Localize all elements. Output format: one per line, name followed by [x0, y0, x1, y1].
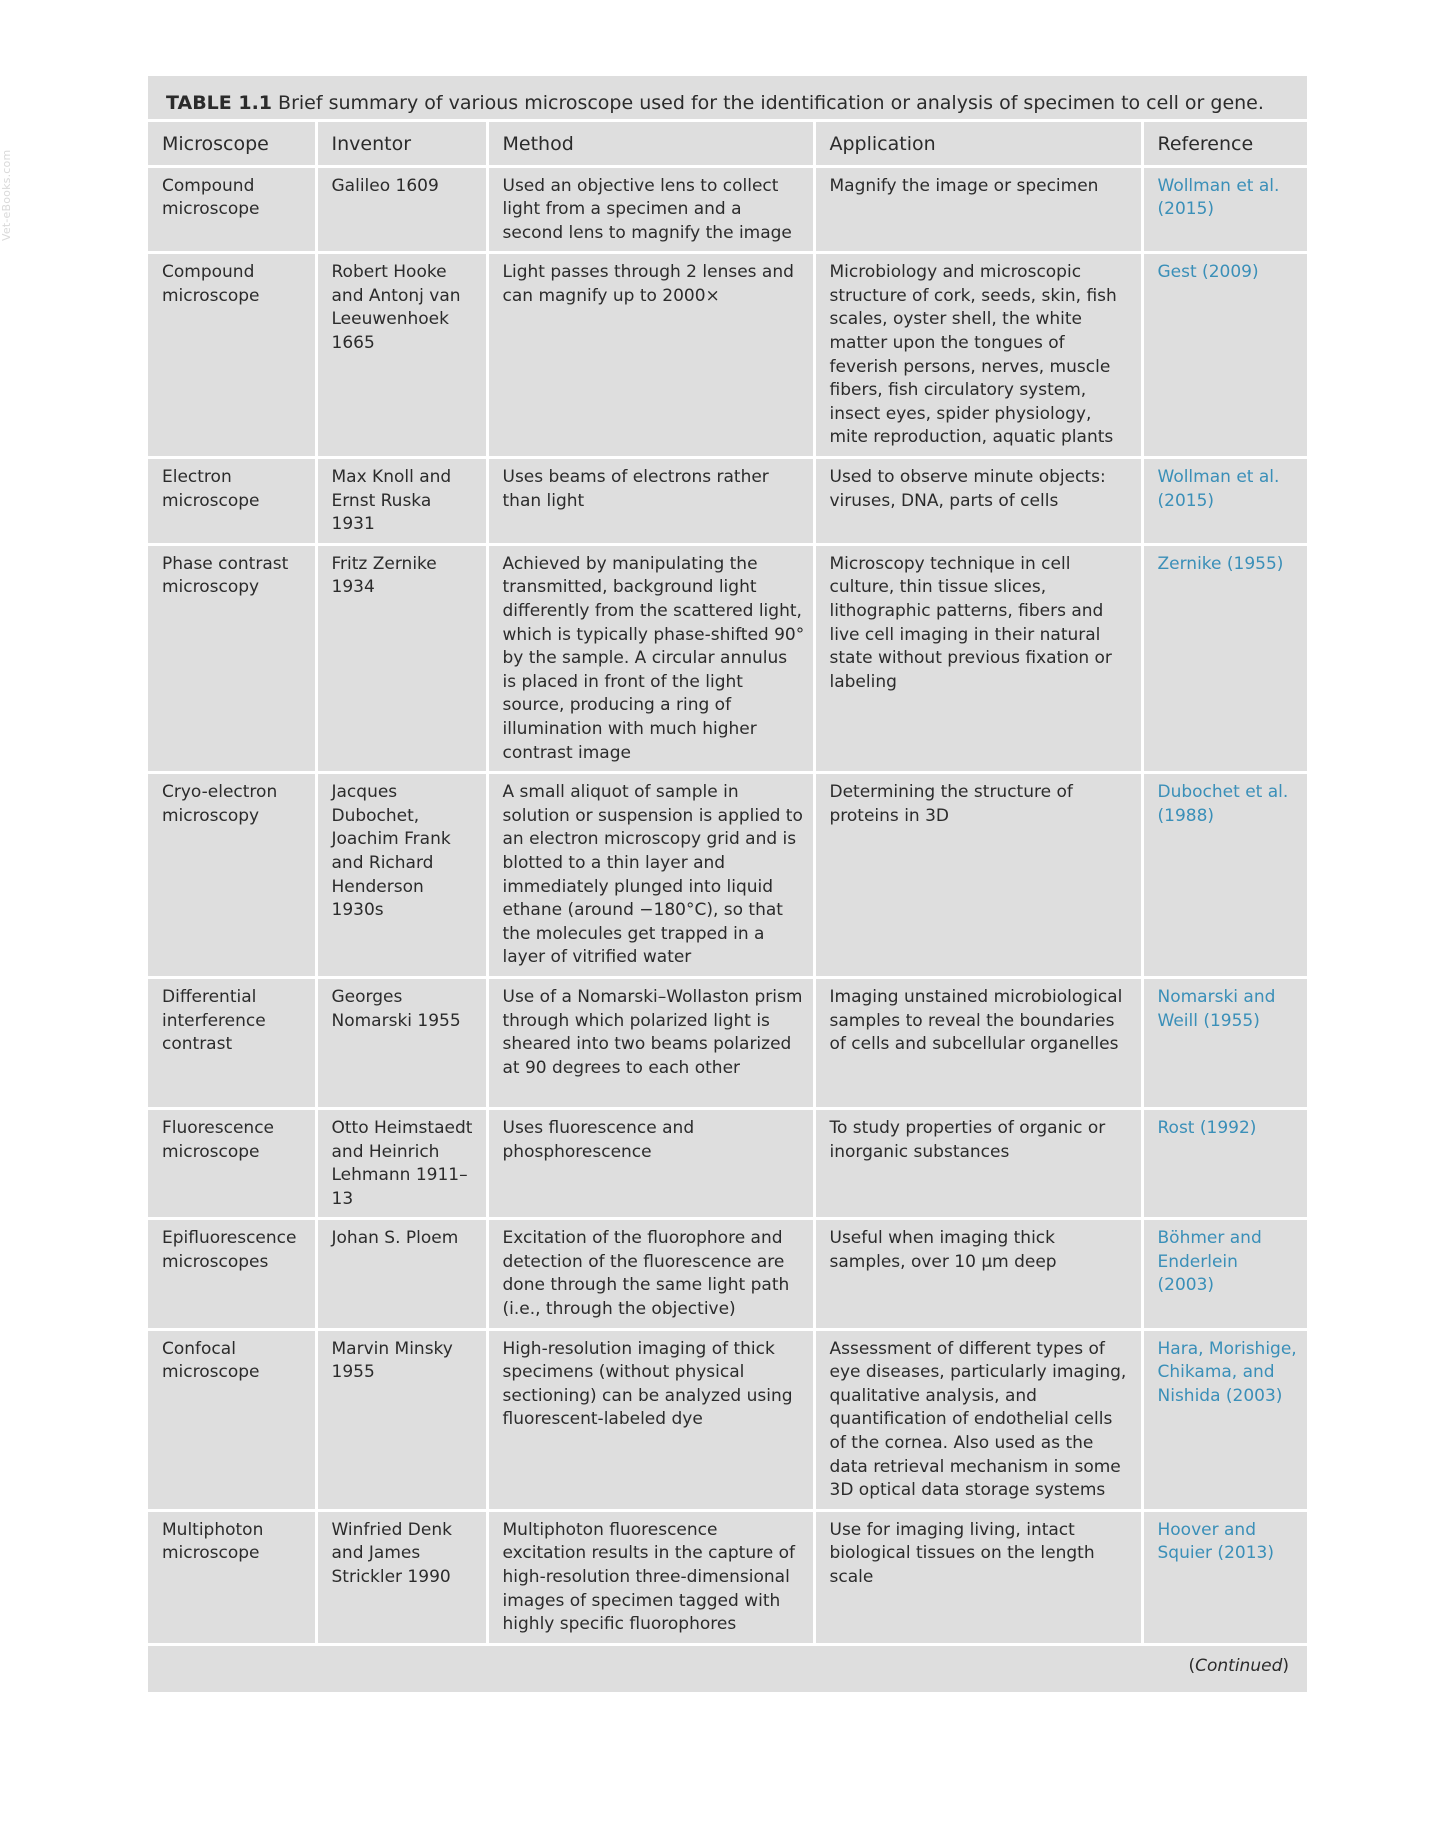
cell-method: Excitation of the fluorophore and detection of the fluorescence are done through the same light path (i.e., through the objective) [487, 1219, 814, 1329]
table-row [148, 977, 1307, 1108]
cell-microscope: Confocal microscope [148, 1329, 316, 1510]
header-inventor: Inventor [316, 122, 487, 166]
continued-open-paren: ( [1188, 1655, 1196, 1676]
header-microscope: Microscope [148, 122, 316, 166]
table-row [148, 544, 1307, 772]
cell-application: Imaging unstained microbiological samples to reveal the boundaries of cells and subcellular organelles [814, 977, 1142, 1108]
cell-method: Light passes through 2 lenses and can magnify up to 2000× [487, 253, 814, 458]
cell-microscope: Cryo-electron microscopy [148, 773, 316, 978]
header-application: Application [814, 122, 1142, 166]
table-number: TABLE 1.1 [166, 92, 273, 114]
cell-method: Uses fluorescence and phosphorescence [487, 1108, 814, 1218]
cell-microscope: Multiphoton microscope [148, 1510, 316, 1644]
cell-microscope: Compound microscope [148, 166, 316, 253]
cell-microscope: Compound microscope [148, 253, 316, 458]
cell-inventor: Marvin Minsky 1955 [316, 1329, 487, 1510]
table-caption-text: Brief summary of various microscope used for the identification or analysis of specimen to cell or gene. [278, 92, 1264, 114]
cell-application: Determining the structure of proteins in 3D [814, 773, 1142, 978]
cell-application: Microbiology and microscopic structure of cork, seeds, skin, fish scales, oyster shell, the white matter upon the tongues of feverish persons, nerves, muscle fibers, fish circulatory system, insect eyes, spider physiology, mite reproduction, aquatic plants [814, 253, 1142, 458]
cell-method: High-resolution imaging of thick specimens (without physical sectioning) can be analyzed using fluorescent-labeled dye [487, 1329, 814, 1510]
cell-microscope: Electron microscope [148, 458, 316, 545]
cell-inventor: Robert Hooke and Antonj van Leeuwenhoek 1665 [316, 253, 487, 458]
cell-application: Magnify the image or specimen [814, 166, 1142, 253]
continued-close-paren: ) [1282, 1655, 1289, 1676]
cell-application: Microscopy technique in cell culture, thin tissue slices, lithographic patterns, fibers and live cell imaging in their natural state without previous fixation or labeling [814, 544, 1142, 772]
cell-method: Used an objective lens to collect light from a specimen and a second lens to magnify the image [487, 166, 814, 253]
cell-reference-link[interactable]: Rost (1992) [1142, 1108, 1307, 1218]
cell-inventor: Winfried Denk and James Strickler 1990 [316, 1510, 487, 1644]
cell-method: Use of a Nomarski–Wollaston prism through which polarized light is sheared into two beams polarized at 90 degrees to each other [487, 977, 814, 1108]
cell-microscope: Phase contrast microscopy [148, 544, 316, 772]
cell-reference-link[interactable]: Nomarski and Weill (1955) [1142, 977, 1307, 1108]
cell-reference-link[interactable]: Böhmer and Enderlein (2003) [1142, 1219, 1307, 1329]
table-row [148, 166, 1307, 253]
header-reference: Reference [1142, 122, 1307, 166]
cell-method: Achieved by manipulating the transmitted, background light differently from the scattered light, which is typically phase-shifted 90° by the sample. A circular annulus is placed in front of the light source, producing a ring of illumination with much higher contrast image [487, 544, 814, 772]
cell-method: A small aliquot of sample in solution or suspension is applied to an electron microscopy grid and is blotted to a thin layer and immediately plunged into liquid ethane (around −180°C), so that the molecules get trapped in a layer of vitrified water [487, 773, 814, 978]
cell-inventor: Johan S. Ploem [316, 1219, 487, 1329]
cell-reference-link[interactable]: Zernike (1955) [1142, 544, 1307, 772]
watermark-text: Vet-eBooks.com [0, 149, 13, 241]
table-row [148, 253, 1307, 458]
cell-reference-link[interactable]: Wollman et al. (2015) [1142, 458, 1307, 545]
cell-microscope: Differential interference contrast [148, 977, 316, 1108]
table-row [148, 458, 1307, 545]
cell-application: To study properties of organic or inorganic substances [814, 1108, 1142, 1218]
table-row [148, 1510, 1307, 1644]
cell-microscope: Fluorescence microscope [148, 1108, 316, 1218]
cell-inventor: Georges Nomarski 1955 [316, 977, 487, 1108]
continued-note [148, 1646, 1307, 1692]
microscope-table [148, 122, 1307, 1646]
table-caption [148, 76, 1307, 122]
cell-microscope: Epifluorescence microscopes [148, 1219, 316, 1329]
cell-inventor: Otto Heimstaedt and Heinrich Lehmann 1911–13 [316, 1108, 487, 1218]
cell-reference-link[interactable]: Dubochet et al. (1988) [1142, 773, 1307, 978]
cell-method: Uses beams of electrons rather than light [487, 458, 814, 545]
cell-inventor: Max Knoll and Ernst Ruska 1931 [316, 458, 487, 545]
header-row [148, 122, 1307, 166]
table-row [148, 773, 1307, 978]
cell-application: Assessment of different types of eye diseases, particularly imaging, qualitative analysis, and quantification of endothelial cells of the cornea. Also used as the data retrieval mechanism in some 3D optical data storage systems [814, 1329, 1142, 1510]
cell-reference-link[interactable]: Gest (2009) [1142, 253, 1307, 458]
cell-reference-link[interactable]: Hoover and Squier (2013) [1142, 1510, 1307, 1644]
cell-reference-link[interactable]: Hara, Morishige, Chikama, and Nishida (2003) [1142, 1329, 1307, 1510]
summary-table [148, 76, 1307, 1692]
cell-inventor: Fritz Zernike 1934 [316, 544, 487, 772]
cell-application: Useful when imaging thick samples, over 10 μm deep [814, 1219, 1142, 1329]
cell-application: Used to observe minute objects: viruses, DNA, parts of cells [814, 458, 1142, 545]
cell-application: Use for imaging living, intact biological tissues on the length scale [814, 1510, 1142, 1644]
cell-inventor: Galileo 1609 [316, 166, 487, 253]
header-method: Method [487, 122, 814, 166]
cell-method: Multiphoton fluorescence excitation results in the capture of high-resolution three-dimensional images of specimen tagged with highly specific fluorophores [487, 1510, 814, 1644]
table-row [148, 1329, 1307, 1510]
cell-inventor: Jacques Dubochet, Joachim Frank and Richard Henderson 1930s [316, 773, 487, 978]
cell-reference-link[interactable]: Wollman et al. (2015) [1142, 166, 1307, 253]
table-row [148, 1108, 1307, 1218]
continued-text: Continued [1195, 1655, 1283, 1676]
table-row [148, 1219, 1307, 1329]
